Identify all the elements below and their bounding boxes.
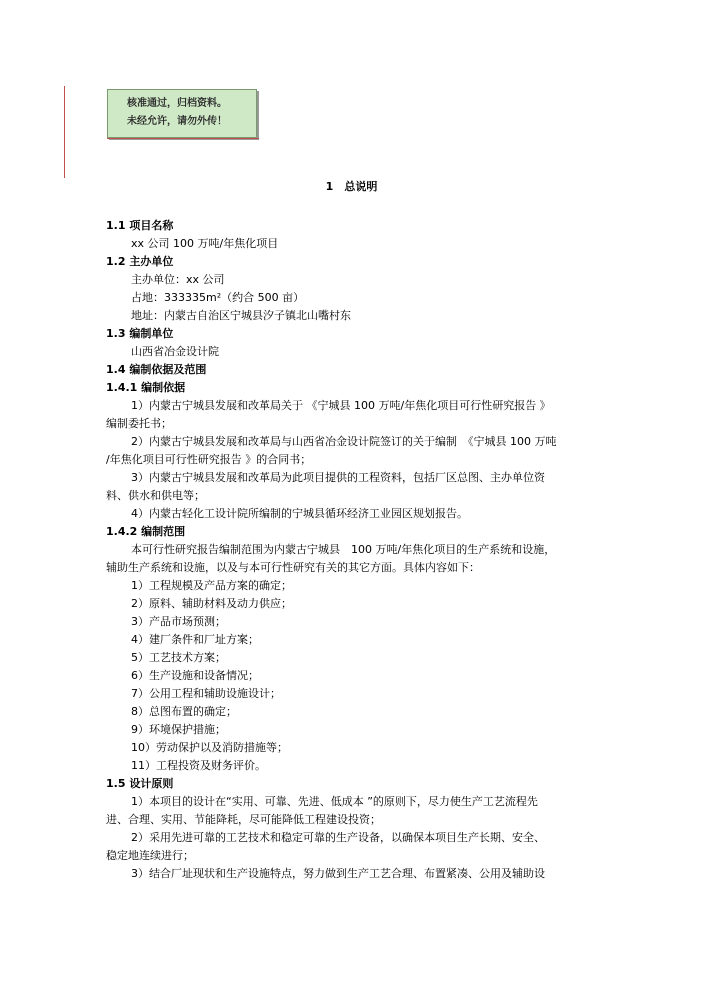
list-item: 7）公用工程和辅助设施设计； <box>131 687 281 700</box>
stamp-underline <box>107 138 259 139</box>
list-item: 10）劳动保护以及消防措施等； <box>131 741 288 754</box>
list-item: 8）总图布置的确定； <box>131 705 237 718</box>
body-line: 占地：333335m²（约合 500 亩） <box>131 291 305 304</box>
section-heading: 1.5 设计原则 <box>106 777 174 790</box>
body-line: 4）内蒙古轻化工设计院所编制的宁城县循环经济工业园区规划报告。 <box>131 507 468 520</box>
subsection-heading: 1.4.2 编制范围 <box>106 525 186 538</box>
body-line: 3）内蒙古宁城县发展和改革局为此项目提供的工程资料，包括厂区总图、主办单位资 <box>131 471 545 484</box>
body-line: 2）内蒙古宁城县发展和改革局与山西省冶金设计院签订的关于编制 《宁城县 100 万吨 <box>131 435 557 448</box>
body-line: /年焦化项目可行性研究报告 》的合同书； <box>106 453 312 466</box>
document-body <box>106 217 606 883</box>
stamp-line-2: 未经允许，请勿外传！ <box>127 116 227 127</box>
body-line: 1）内蒙古宁城县发展和改革局关于 《宁城县 100 万吨/年焦化项目可行性研究报告 》 <box>131 399 551 412</box>
body-line: 本可行性研究报告编制范围为内蒙古宁城县 100 万吨/年焦化项目的生产系统和设施， <box>131 543 556 556</box>
body-line: xx 公司 100 万吨/年焦化项目 <box>131 237 279 250</box>
list-item: 3）产品市场预测； <box>131 615 226 628</box>
section-heading: 1.4 编制依据及范围 <box>106 363 207 376</box>
body-line: 山西省冶金设计院 <box>131 345 219 358</box>
body-line: 编制委托书； <box>106 417 172 430</box>
list-item: 2）原料、辅助材料及动力供应； <box>131 597 292 610</box>
list-item: 5）工艺技术方案； <box>131 651 226 664</box>
body-line: 稳定地连续进行； <box>106 849 194 862</box>
list-item: 6）生产设施和设备情况； <box>131 669 259 682</box>
section-heading: 1.1 项目名称 <box>106 219 174 232</box>
margin-marker-line <box>64 86 65 178</box>
section-heading: 1.3 编制单位 <box>106 327 174 340</box>
approval-stamp <box>107 89 257 138</box>
body-line: 3）结合厂址现状和生产设施特点，努力做到生产工艺合理、布置紧凑、公用及辅助设 <box>131 867 545 880</box>
body-line: 主办单位：xx 公司 <box>131 273 225 286</box>
section-heading: 1.2 主办单位 <box>106 255 174 268</box>
page-title: 1 总说明 <box>325 180 378 193</box>
body-line: 进、合理、实用、节能降耗，尽可能降低工程建设投资； <box>106 813 381 826</box>
list-item: 11）工程投资及财务评价。 <box>131 759 266 772</box>
stamp-line-1: 核准通过，归档资料。 <box>127 98 227 109</box>
body-line: 料、供水和供电等； <box>106 489 205 502</box>
body-line: 1）本项目的设计在“实用、可靠、先进、低成本 ”的原则下，尽力使生产工艺流程先 <box>131 795 538 808</box>
body-line: 辅助生产系统和设施，以及与本可行性研究有关的其它方面。具体内容如下： <box>106 561 480 574</box>
list-item: 9）环境保护措施； <box>131 723 226 736</box>
body-line: 2）采用先进可靠的工艺技术和稳定可靠的生产设备，以确保本项目生产长期、安全、 <box>131 831 545 844</box>
body-line: 地址：内蒙古自治区宁城县汐子镇北山嘴村东 <box>131 309 351 322</box>
list-item: 4）建厂条件和厂址方案； <box>131 633 259 646</box>
subsection-heading: 1.4.1 编制依据 <box>106 381 186 394</box>
list-item: 1）工程规模及产品方案的确定； <box>131 579 292 592</box>
